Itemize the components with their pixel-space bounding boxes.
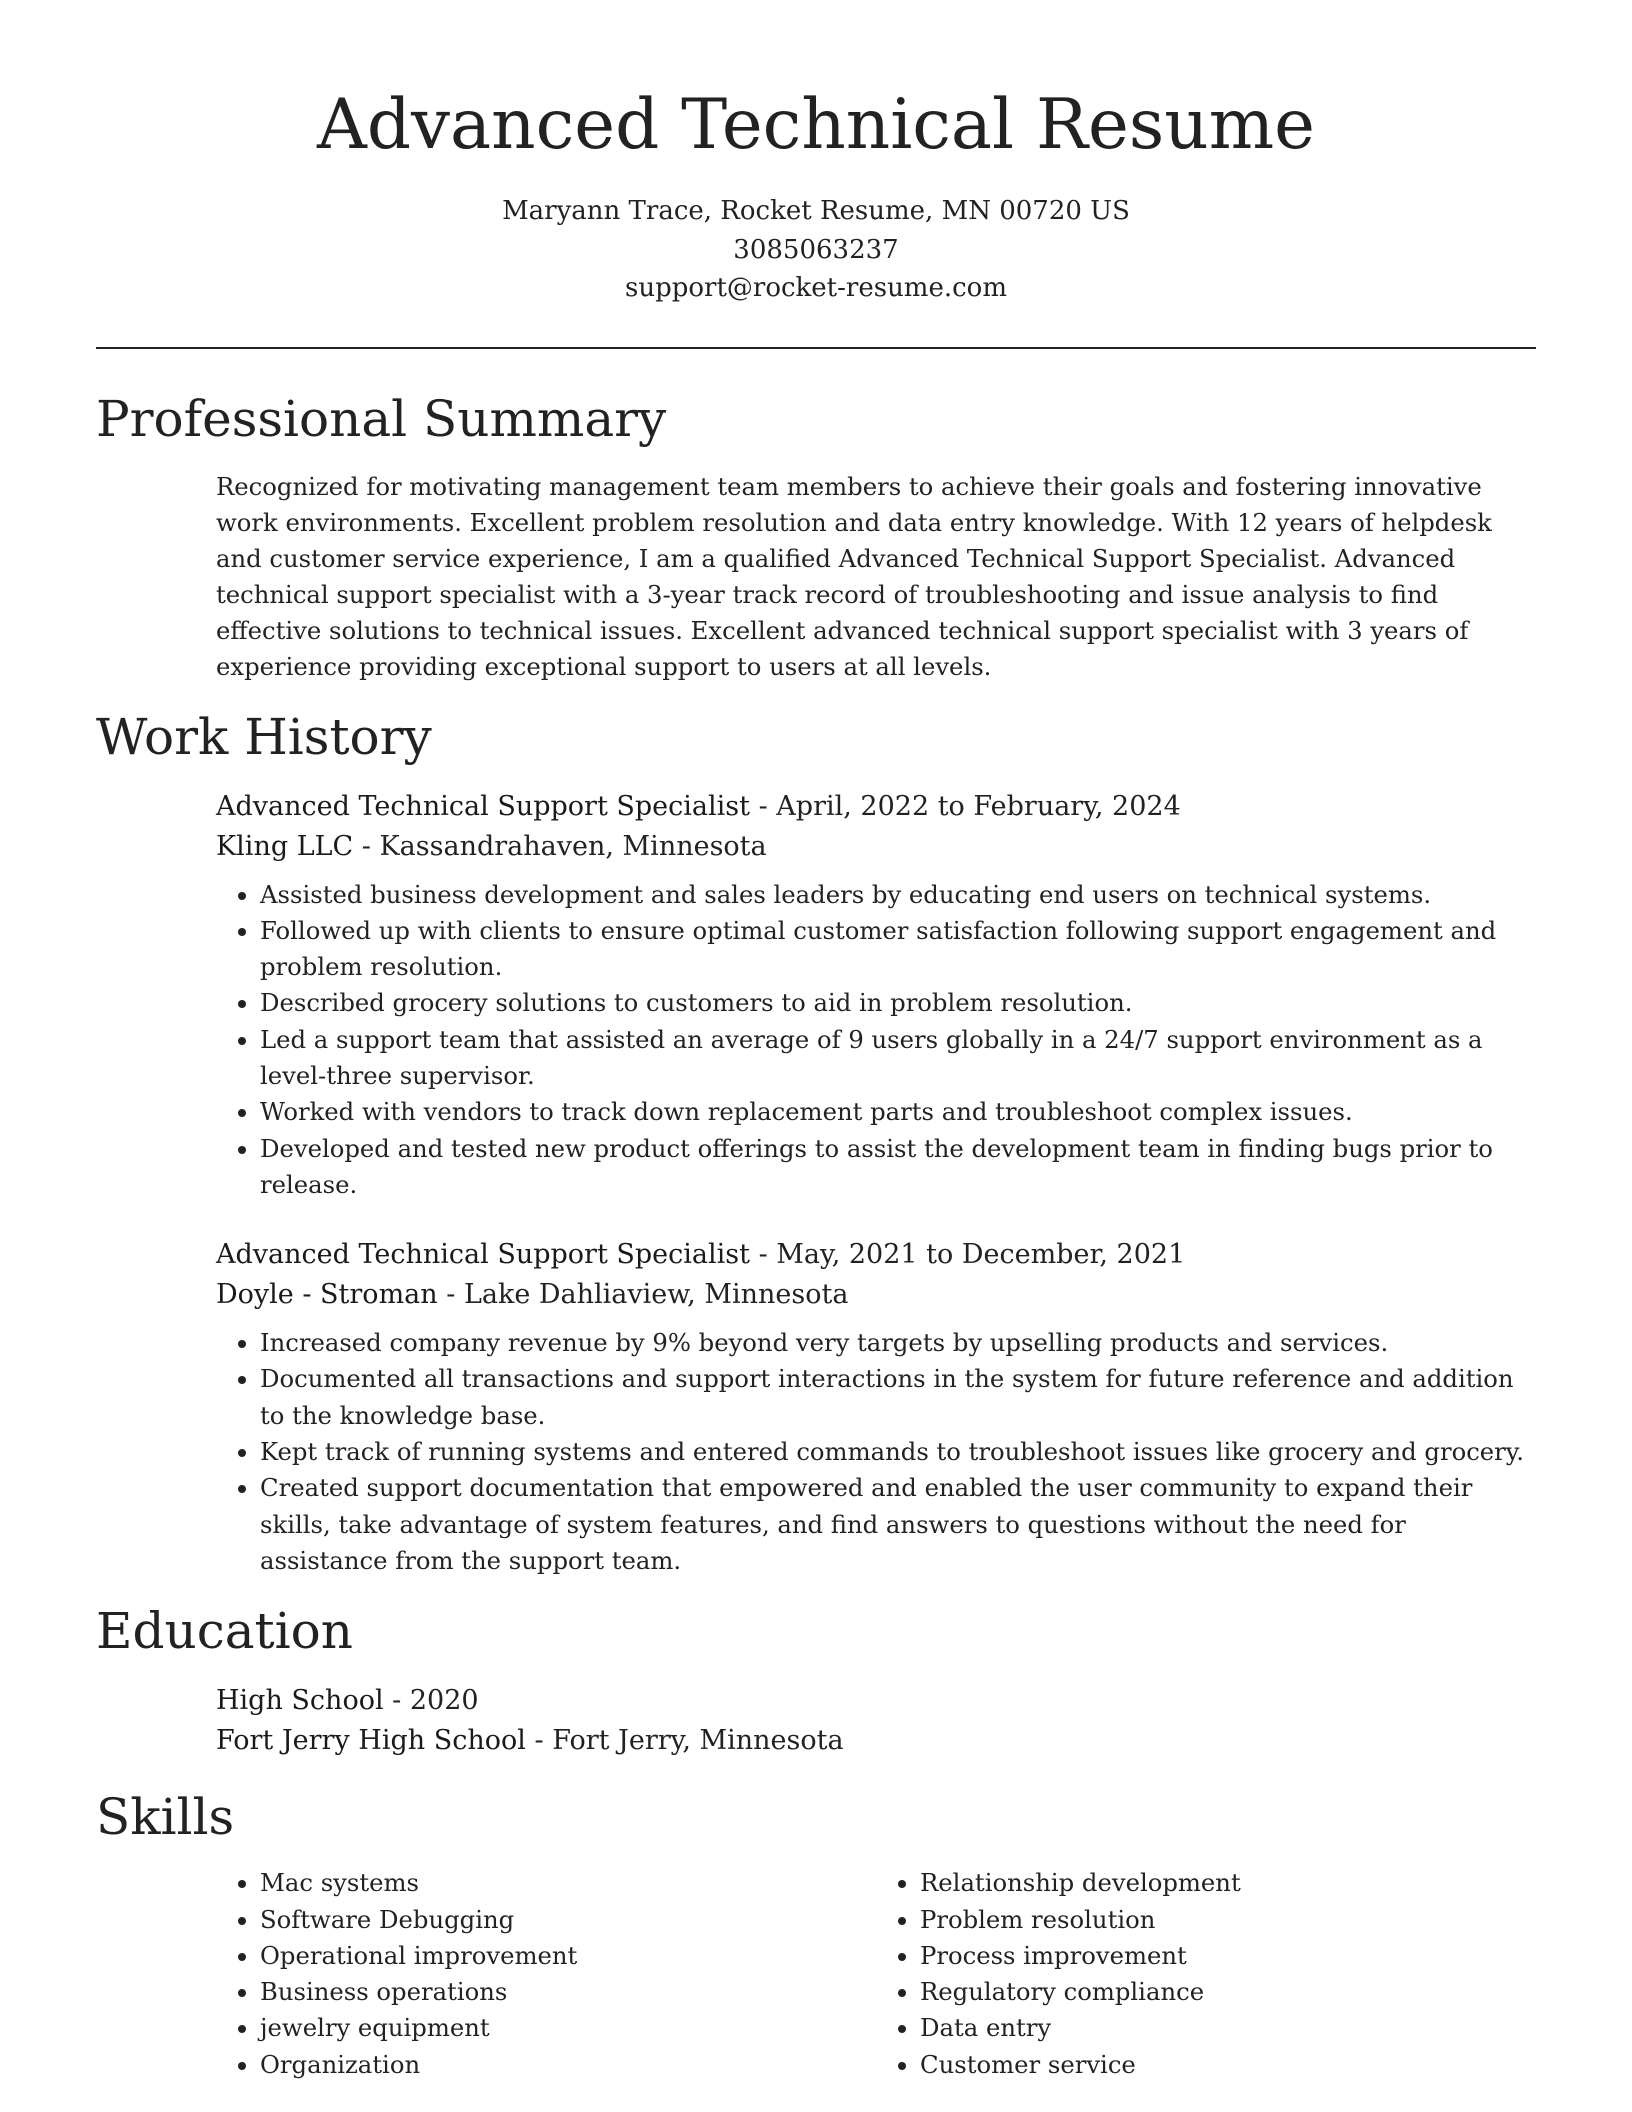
list-item: • Software Debugging <box>260 1902 876 1938</box>
job-dates: - May, 2021 to December, 2021 <box>750 1239 1186 1271</box>
job-dates: - April, 2022 to February, 2024 <box>750 790 1181 822</box>
work-history-section <box>96 707 1536 1580</box>
education-school-line <box>216 1721 1536 1761</box>
skills-heading: Skills <box>96 1788 235 1847</box>
list-item: • Problem resolution <box>920 1902 1536 1938</box>
list-item: • Regulatory compliance <box>920 1974 1536 2010</box>
skills-column-left <box>216 1865 876 2083</box>
skills-section <box>96 1787 1536 2083</box>
contact-email: support@rocket-resume.com <box>624 273 1007 303</box>
job-entry <box>216 1235 1536 1579</box>
list-item: • Kept track of running systems and entered commands to troubleshoot issues like grocery and grocery. <box>260 1434 1536 1470</box>
job-entry <box>216 787 1536 1204</box>
job-title-line <box>216 787 1536 827</box>
list-item: • Increased company revenue by 9% beyond very targets by upselling products and services. <box>260 1325 1536 1361</box>
list-item: • Worked with vendors to track down replacement parts and troubleshoot complex issues. <box>260 1094 1536 1130</box>
job-bullets <box>216 877 1536 1204</box>
contact-address: Maryann Trace, Rocket Resume, MN 00720 US <box>502 196 1130 226</box>
summary-heading: Professional Summary <box>96 389 667 448</box>
list-item: • Led a support team that assisted an average of 9 users globally in a 24/7 support environment as a level-three supervisor. <box>260 1022 1536 1095</box>
contact-info <box>96 192 1536 308</box>
job-title: Advanced Technical Support Specialist <box>216 1239 750 1271</box>
header-divider <box>96 347 1536 349</box>
contact-phone: 3085063237 <box>733 234 899 265</box>
list-item: • Relationship development <box>920 1865 1536 1901</box>
summary-text: Recognized for motivating management team members to achieve their goals and fostering innovative work environments. Excellent problem resolution and data entry knowledge. With 12 years of helpdesk and customer service experience, I am a qualified Advanced Technical Support Specialist. Advanced technical support specialist with a 3-year track record of troubleshooting and issue analysis to find effective solutions to technical issues. Excellent advanced technical support specialist with 3 years of experience providing exceptional support to users at all levels. <box>216 471 1492 681</box>
job-title: Advanced Technical Support Specialist <box>216 790 750 822</box>
summary-section <box>96 389 1536 685</box>
education-section <box>96 1601 1536 1761</box>
list-item: • Followed up with clients to ensure optimal customer satisfaction following support engagement and problem resolution. <box>260 913 1536 986</box>
list-item: • Documented all transactions and support interactions in the system for future reference and addition to the knowledge base. <box>260 1361 1536 1434</box>
education-entry <box>216 1681 1536 1761</box>
job-title-line <box>216 1235 1536 1275</box>
skills-column-right <box>876 1865 1536 2083</box>
list-item: • Process improvement <box>920 1938 1536 1974</box>
job-bullets <box>216 1325 1536 1579</box>
list-item: • Business operations <box>260 1974 876 2010</box>
education-year: - 2020 <box>383 1685 479 1717</box>
list-item: • Described grocery solutions to customers to aid in problem resolution. <box>260 985 1536 1021</box>
job-location: - Lake Dahliaview, Minnesota <box>437 1279 849 1311</box>
list-item: • Operational improvement <box>260 1938 876 1974</box>
education-school: Fort Jerry High School <box>216 1725 526 1757</box>
job-company: Kling LLC <box>216 830 354 862</box>
education-degree: High School <box>216 1685 384 1717</box>
job-location: - Kassandrahaven, Minnesota <box>353 830 767 862</box>
resume-title: Advanced Technical Resume <box>317 85 1315 165</box>
job-company-line <box>216 827 1536 867</box>
list-item: • Organization <box>260 2047 876 2083</box>
job-company-line <box>216 1275 1536 1315</box>
list-item: • Data entry <box>920 2010 1536 2046</box>
list-item: • Mac systems <box>260 1865 876 1901</box>
education-degree-line <box>216 1681 1536 1721</box>
education-location: - Fort Jerry, Minnesota <box>525 1725 844 1757</box>
list-item: • Created support documentation that empowered and enabled the user community to expand their skills, take advantage of system features, and find answers to questions without the need for assistance from the support team. <box>260 1470 1536 1579</box>
education-heading: Education <box>96 1602 353 1661</box>
list-item: • Developed and tested new product offerings to assist the development team in finding bugs prior to release. <box>260 1131 1536 1204</box>
resume-header <box>96 0 1536 308</box>
list-item: • Assisted business development and sales leaders by educating end users on technical systems. <box>260 877 1536 913</box>
work-history-heading: Work History <box>96 707 432 766</box>
skills-grid <box>216 1865 1536 2083</box>
job-company: Doyle - Stroman <box>216 1279 438 1311</box>
list-item: • Customer service <box>920 2047 1536 2083</box>
list-item: • jewelry equipment <box>260 2010 876 2046</box>
